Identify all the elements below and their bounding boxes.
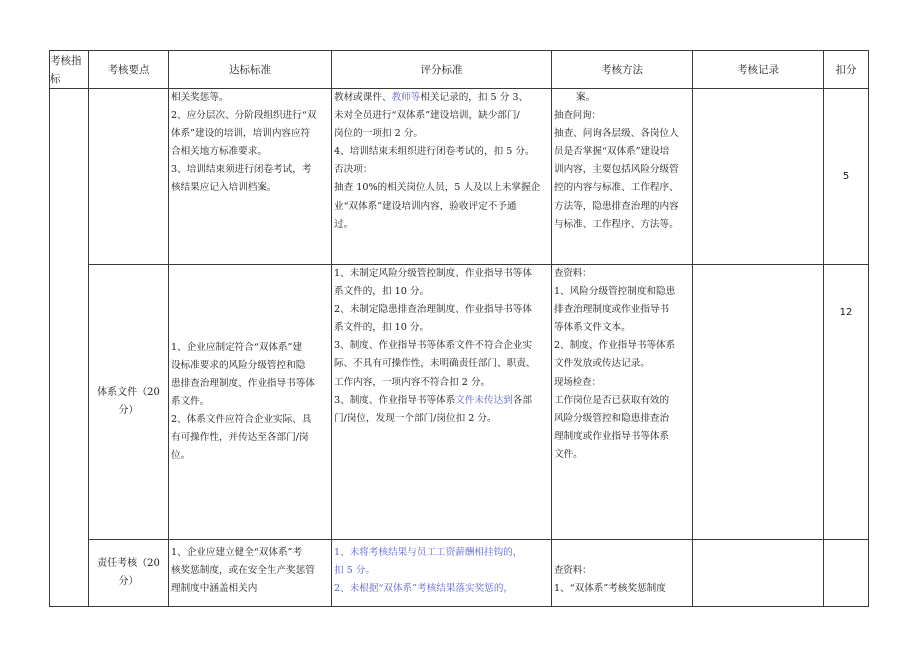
assessment-table — [49, 50, 869, 607]
cell-line: 文件发放或传达记录。 — [554, 358, 650, 370]
cell-line: 门/岗位，发现一个部门/岗位扣 2 分。 — [334, 412, 497, 424]
cell-line: 核结果应记入培训档案。 — [171, 182, 277, 194]
cell-line: 理制度或作业指导书等体系 — [554, 430, 670, 442]
cell-line: 有可操作性，并传达至各部门/岗 — [171, 432, 309, 444]
cell-line: 1、未将考核结果与员工工资薪酬相挂钩的， — [334, 547, 523, 558]
cell-line: 设标准要求的风险分级管控和隐 — [171, 359, 306, 371]
cell-line: 教材或课件、教师等相关记录的，扣 5 分 3、 — [334, 92, 529, 103]
method-cell — [552, 89, 693, 265]
scoring-cell — [332, 89, 552, 265]
cell-line: 1、企业应建立健全“双体系”考 — [171, 547, 303, 558]
cell-line: 2、制度、作业指导书等体系 — [554, 340, 676, 352]
table-row — [50, 540, 869, 607]
cell-line: 4、培训结束未组织进行闭卷考试的，扣 5 分。 — [334, 146, 535, 158]
cell-line: 核奖惩制度，或在安全生产奖惩管 — [171, 565, 315, 577]
header-row — [50, 51, 869, 89]
cell-line: 工作岗位是否已获取有效的 — [554, 394, 670, 406]
cell-line: 现场检查： — [554, 376, 601, 388]
cell-line: 3、制度、作业指导书等体系文件不符合企业实 — [334, 340, 532, 352]
cell-line: 位。 — [171, 450, 191, 462]
table-row — [50, 265, 869, 540]
standard-cell — [169, 89, 332, 265]
cell-line: 训内容，主要包括风险分级管 — [554, 164, 679, 176]
cell-line: 查资料： — [554, 565, 592, 577]
cell-line: 岗位的一项扣 2 分。 — [334, 128, 423, 140]
cell-line: 案。 — [576, 92, 596, 103]
method-cell — [552, 540, 693, 607]
cell-line: 2、体系文件应符合企业实际、具 — [171, 414, 312, 426]
cell-line: 2、应分层次、分阶段组织进行“双 — [171, 110, 317, 122]
cell-line: 际、不具有可操作性，未明确责任部门、职责、 — [334, 358, 536, 370]
cell-line: 系文件的，扣 10 分。 — [334, 286, 430, 298]
key-point-cell: 责任考核（20 分） — [89, 540, 169, 607]
cell-line: 1、风险分级管控制度和隐患 — [554, 286, 676, 298]
cell-line: 3、制度、作业指导书等体系文件未传达到各部 — [334, 394, 532, 406]
cell-line: 抽查 10%的相关岗位人员，5 人及以上未掌握企 — [334, 182, 541, 194]
cell-line: 风险分级管控和隐患排查治 — [554, 412, 670, 424]
cell-line: 系文件的，扣 10 分。 — [334, 322, 430, 334]
cell-line: 否决项： — [334, 164, 373, 176]
cell-line: 业“双体系”建设培训内容，验收评定不予通 — [334, 200, 517, 212]
record-cell[interactable] — [693, 540, 824, 607]
deduction-cell: 12 — [824, 265, 869, 540]
header-record: 考核记录 — [693, 51, 824, 89]
cell-line: 排查治理制度或作业指导书 — [554, 304, 670, 316]
cell-line: 2、未根据“双体系”考核结果落实奖惩的， — [334, 583, 514, 595]
header-deduction: 扣分 — [824, 51, 869, 89]
cell-line: 1、“双体系”考核奖惩制度 — [554, 583, 666, 595]
cell-line: 与标准、工作程序、方法等。 — [554, 218, 679, 230]
cell-line: 控的内容与标准、工作程序、 — [554, 182, 679, 194]
cell-line — [554, 544, 691, 562]
cell-line: 3、培训结束须进行闭卷考试，考 — [171, 164, 312, 176]
cell-line: 相关奖惩等。 — [171, 92, 229, 103]
record-cell[interactable] — [693, 265, 824, 540]
table-row — [50, 89, 869, 265]
header-method: 考核方法 — [552, 51, 693, 89]
cell-line: 工作内容，一项内容不符合扣 2 分。 — [334, 376, 491, 388]
header-scoring: 评分标准 — [332, 51, 552, 89]
record-cell[interactable] — [693, 89, 824, 265]
cell-line: 2、未制定隐患排查治理制度、作业指导书等体 — [334, 304, 532, 316]
cell-line: 扣 5 分。 — [334, 565, 375, 577]
cell-line: 1、企业应制定符合“双体系”建 — [171, 341, 303, 353]
cell-line: 系文件。 — [171, 395, 210, 407]
cell-line: 抽查问询： — [554, 110, 601, 122]
cell-line: 等体系文件文本。 — [554, 322, 631, 334]
scoring-cell — [332, 540, 552, 607]
cell-line: 抽查、问询各层级、各岗位人 — [554, 128, 679, 140]
header-key-point: 考核要点 — [89, 51, 169, 89]
cell-line: 合相关地方标准要求。 — [171, 146, 267, 158]
header-indicator: 考核指标 — [50, 51, 89, 89]
key-point-cell — [89, 89, 169, 265]
cell-line: 体系”建设的培训，培训内容应符 — [171, 128, 311, 140]
header-standard: 达标标准 — [169, 51, 332, 89]
cell-line: 未对全员进行“双体系”建设培训，缺少部门/ — [334, 110, 520, 122]
cell-line: 方法等，隐患排查治理的内容 — [554, 200, 679, 212]
cell-line: 员是否掌握“双体系”建设培 — [554, 146, 670, 158]
cell-line: 文件。 — [554, 448, 583, 460]
key-point-cell: 体系文件（20 分） — [89, 265, 169, 540]
cell-line: 查资料： — [554, 268, 592, 279]
deduction-cell — [824, 540, 869, 607]
cell-line: 患排查治理制度、作业指导书等体 — [171, 377, 315, 389]
cell-line: 1、未制定风险分级管控制度、作业指导书等体 — [334, 268, 532, 279]
standard-cell — [169, 265, 332, 540]
cell-line: 理制度中涵盖相关内 — [171, 583, 258, 595]
cell-line: 过。 — [334, 218, 354, 230]
standard-cell — [169, 540, 332, 607]
method-cell — [552, 265, 693, 540]
scoring-cell — [332, 265, 552, 540]
deduction-cell: 5 — [824, 89, 869, 265]
indicator-cell — [50, 89, 89, 607]
